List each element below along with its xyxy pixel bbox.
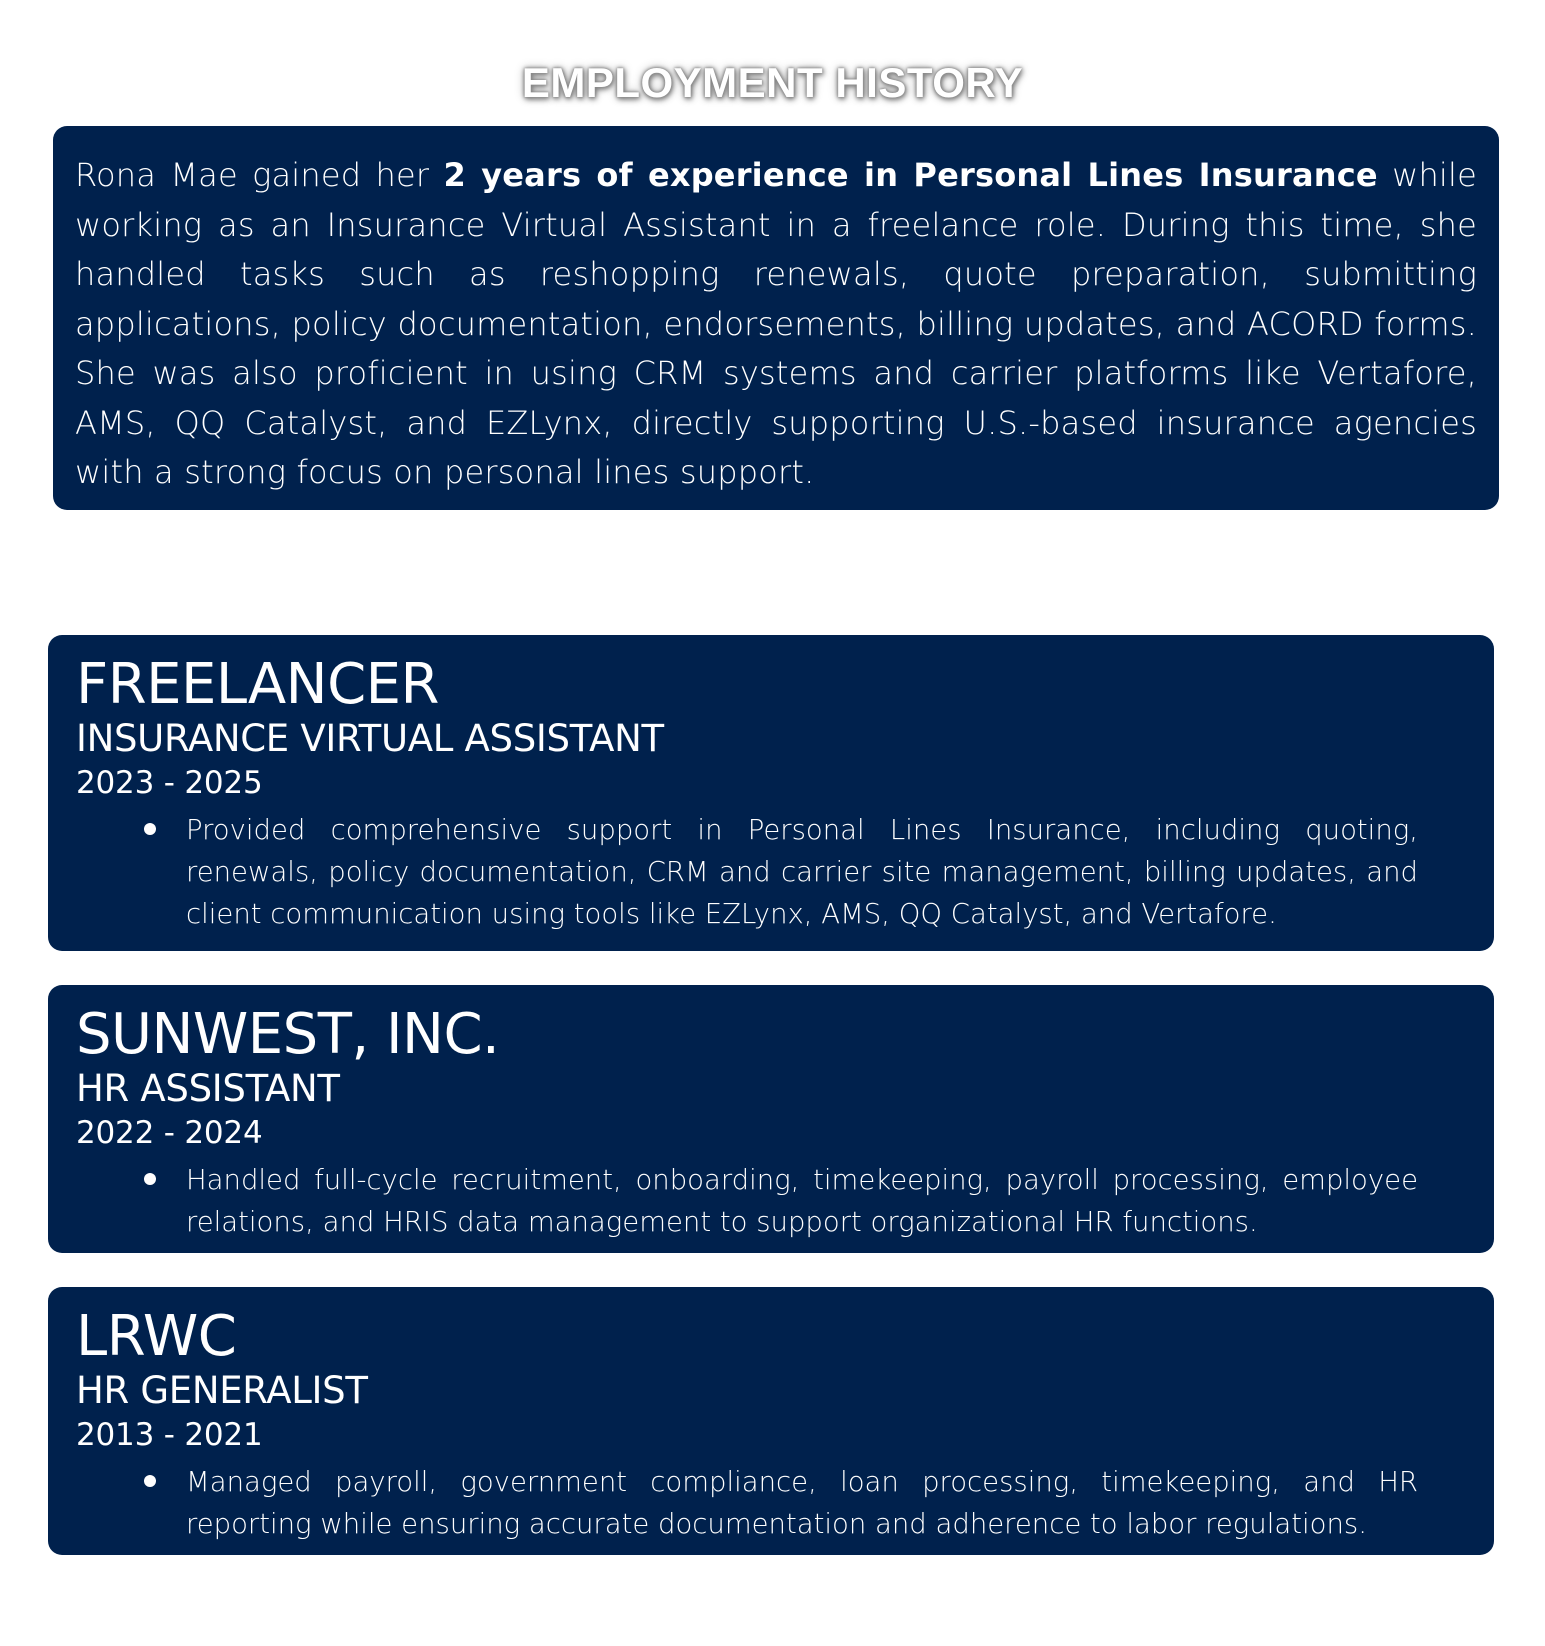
- summary-rest: while working as an Insurance Virtual Assistant in a freelance role. During this time, she handled tasks such as reshopping renewals, quote preparation, submitting applications, policy documentation, endorsements, billing updates, and ACORD forms. She was also proficient in using CRM systems and carrier platforms like Vertafore, AMS, QQ Catalyst, and EZLynx, directly supporting U.S.-based insurance agencies with a strong focus on personal lines support.: [75, 156, 1477, 491]
- job-card-lrwc: [48, 1287, 1494, 1555]
- job-title: HR GENERALIST: [76, 1369, 368, 1412]
- bullet-icon: [144, 823, 156, 835]
- job-bullet-list: [76, 1461, 1418, 1545]
- job-bullet-item: [186, 1159, 1418, 1243]
- job-bullet-text: Provided comprehensive support in Personal Lines Insurance, including quoting, renewals, policy documentation, CRM and carrier site management, billing updates, and client communication using tools like EZLynx, AMS, QQ Catalyst, and Vertafore.: [186, 814, 1418, 930]
- bullet-icon: [144, 1475, 156, 1487]
- job-dates: 2013 - 2021: [76, 1417, 263, 1453]
- summary-card: [53, 126, 1499, 510]
- job-dates: 2023 - 2025: [76, 765, 263, 801]
- job-company: FREELANCER: [76, 652, 439, 717]
- summary-text: [75, 151, 1477, 498]
- job-card-freelancer: [48, 635, 1494, 951]
- job-company: LRWC: [76, 1304, 237, 1369]
- job-bullet-list: [76, 1159, 1418, 1243]
- bullet-icon: [144, 1173, 156, 1185]
- job-title: INSURANCE VIRTUAL ASSISTANT: [76, 717, 664, 760]
- summary-highlight: 2 years of experience in Personal Lines Insurance: [443, 156, 1378, 194]
- job-dates: 2022 - 2024: [76, 1115, 263, 1151]
- job-card-sunwest: [48, 985, 1494, 1253]
- summary-intro: Rona Mae gained her: [75, 156, 444, 194]
- section-title: EMPLOYMENT HISTORY: [521, 59, 1024, 106]
- job-bullet-text: Handled full-cycle recruitment, onboarding, timekeeping, payroll processing, employee relations, and HRIS data management to support organizational HR functions.: [186, 1164, 1418, 1238]
- job-title: HR ASSISTANT: [76, 1067, 340, 1110]
- job-company: SUNWEST, INC.: [76, 1002, 500, 1067]
- job-bullet-list: [76, 809, 1418, 935]
- job-bullet-item: [186, 809, 1418, 935]
- job-bullet-text: Managed payroll, government compliance, loan processing, timekeeping, and HR reporting while ensuring accurate documentation and adherence to labor regulations.: [186, 1466, 1418, 1540]
- job-bullet-item: [186, 1461, 1418, 1545]
